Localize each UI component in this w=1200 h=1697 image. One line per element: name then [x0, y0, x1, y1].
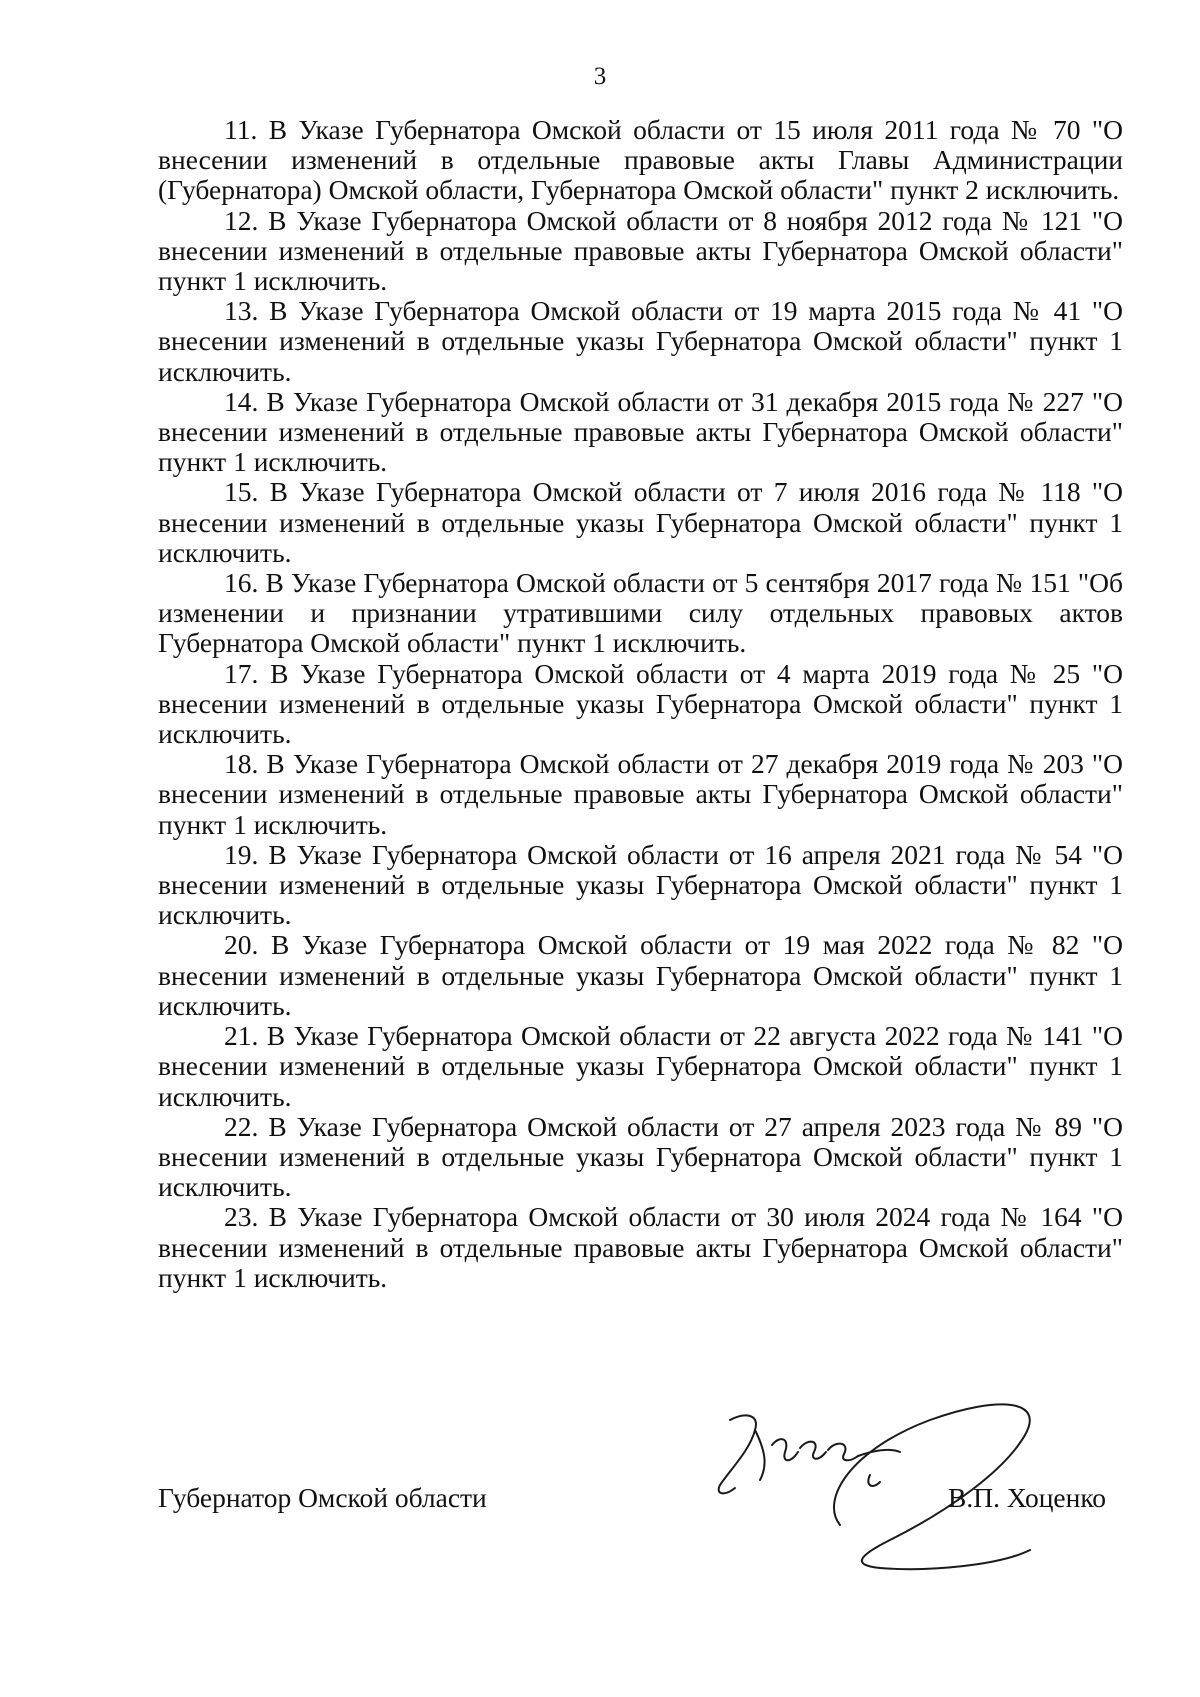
paragraph-16: 16. В Указе Губернатора Омской области от 5 сентября 2017 года № 151 "Об изменении и признании утратившими силу отдельных правовых актов Губернатора Омской области" пункт 1 исключить. — [158, 567, 1123, 659]
signer-name: В.П. Хоценко — [948, 1482, 1107, 1513]
paragraph-23: 23. В Указе Губернатора Омской области от 30 июля 2024 года № 164 "О внесении изменений в отдельные правовые акты Губернатора Омской области" пункт 1 исключить. — [158, 1201, 1123, 1293]
page-number: 3 — [593, 63, 607, 90]
paragraph-17: 17. В Указе Губернатора Омской области от 4 марта 2019 года № 25 "О внесении изменений в отдельные указы Губернатора Омской области" пункт 1 исключить. — [158, 657, 1123, 750]
paragraph-15: 15. В Указе Губернатора Омской области от 7 июля 2016 года № 118 "О внесении изменений в отдельные указы Губернатора Омской области" пункт 1 исключить. — [158, 476, 1123, 568]
handwritten-signature — [700, 1390, 1120, 1580]
paragraph-14: 14. В Указе Губернатора Омской области от 31 декабря 2015 года № 227 "О внесении изменений в отдельные правовые акты Губернатора Омской области" пункт 1 исключить. — [158, 385, 1123, 478]
paragraph-11: 11. В Указе Губернатора Омской области от 15 июля 2011 года № 70 "О внесении изменений в отдельные правовые акты Главы Администрации (Губернатора) Омской области, Губернатора Омской области" пункт 2 исключить. — [158, 114, 1123, 206]
paragraph-12: 12. В Указе Губернатора Омской области от 8 ноября 2012 года № 121 "О внесении изменений в отдельные правовые акты Губернатора Омской области" пункт 1 исключить. — [158, 204, 1123, 297]
document-body — [158, 115, 1123, 1293]
paragraph-13: 13. В Указе Губернатора Омской области от 19 марта 2015 года № 41 "О внесении изменений в отдельные указы Губернатора Омской области" пункт 1 исключить. — [158, 295, 1123, 387]
paragraph-21: 21. В Указе Губернатора Омской области от 22 августа 2022 года № 141 "О внесении изменений в отдельные указы Губернатора Омской области" пункт 1 исключить. — [158, 1020, 1123, 1112]
paragraph-22: 22. В Указе Губернатора Омской области от 27 апреля 2023 года № 89 "О внесении изменений в отдельные указы Губернатора Омской области" пункт 1 исключить. — [158, 1110, 1123, 1203]
signer-position: Губернатор Омской области — [158, 1482, 487, 1513]
paragraph-18: 18. В Указе Губернатора Омской области от 27 декабря 2019 года № 203 "О внесении изменений в отдельные правовые акты Губернатора Омской области" пункт 1 исключить. — [158, 748, 1123, 840]
paragraph-19: 19. В Указе Губернатора Омской области от 16 апреля 2021 года № 54 "О внесении изменений в отдельные указы Губернатора Омской области" пункт 1 исключить. — [158, 838, 1123, 931]
paragraph-20: 20. В Указе Губернатора Омской области от 19 мая 2022 года № 82 "О внесении изменений в отдельные указы Губернатора Омской области" пункт 1 исключить. — [158, 929, 1123, 1021]
